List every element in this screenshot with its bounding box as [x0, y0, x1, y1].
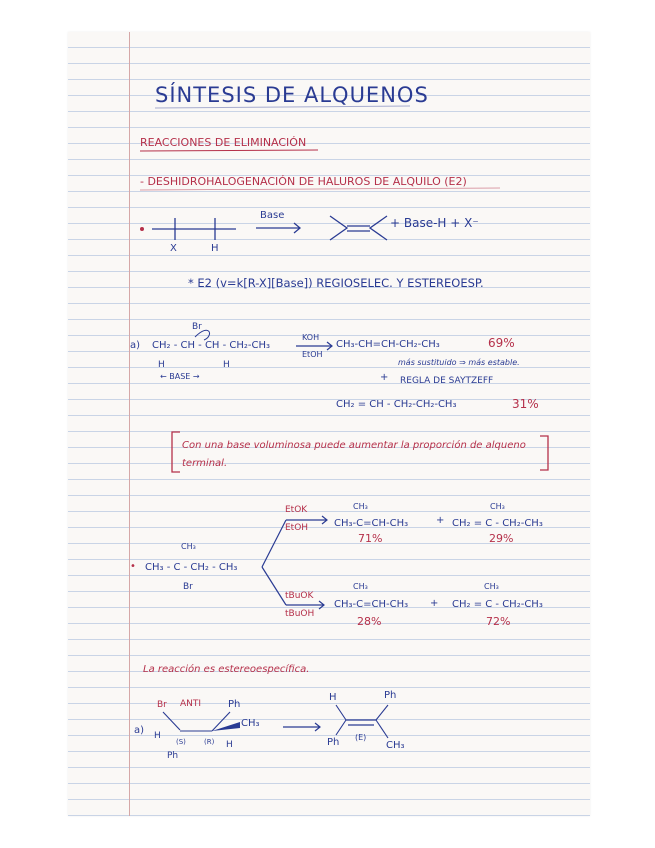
product-e-label: (E) — [355, 733, 367, 742]
x-label: X — [170, 243, 177, 254]
ch3-c2: CH₃ — [241, 718, 260, 729]
tbuok-label: tBuOK — [285, 591, 314, 601]
br-c1: Br — [157, 700, 167, 710]
yield-minor: 31% — [512, 397, 539, 411]
page-title: SÍNTESIS DE ALQUENOS — [155, 83, 429, 107]
lower-p2-sub: CH₃ — [484, 582, 499, 591]
reactant-2: CH₃ - C - CH₂ - CH₃ — [145, 562, 238, 573]
product-ph-top: Ph — [384, 690, 397, 701]
upper-p2-yield: 29% — [489, 532, 514, 545]
upper-p1-yield: 71% — [358, 532, 383, 545]
c1-br-bond — [163, 712, 180, 730]
br-label: Br — [192, 322, 202, 332]
yield-major: 69% — [488, 336, 515, 350]
lower-p1: CH₃-C=CH-CH₃ — [334, 599, 409, 610]
etoh2-label: EtOH — [285, 523, 309, 533]
reactant-1: CH₂ - CH - CH - CH₂-CH₃ — [152, 340, 271, 351]
ph-top: Ph — [228, 699, 241, 710]
product-ph-bottom: Ph — [327, 737, 340, 748]
alkene-left — [330, 216, 347, 240]
subsection-underline — [140, 188, 500, 190]
h-left: H — [158, 360, 165, 370]
stereospecific-note: La reacción es estereoespecífica. — [143, 664, 310, 675]
koh-label: KOH — [302, 333, 320, 342]
ph-bottom: Ph — [167, 751, 179, 761]
upper-p1-sub: CH₃ — [353, 502, 368, 511]
lower-plus: + — [430, 598, 439, 609]
lower-p1-sub: CH₃ — [353, 582, 368, 591]
example3-bullet: a) — [134, 725, 145, 736]
ch3-top: CH₃ — [181, 542, 196, 551]
br-bottom: Br — [183, 582, 193, 592]
bullet-dot — [140, 227, 144, 231]
lower-p2: CH₂ = C - CH₂-CH₃ — [452, 599, 543, 610]
e2-note: * E2 (v=k[R-X][Base]) REGIOSELEC. Y ESTEREOESP. — [188, 276, 484, 290]
product-h: H — [329, 692, 337, 703]
upper-plus: + — [436, 515, 445, 526]
lower-p1-yield: 28% — [357, 615, 382, 628]
bracket-right — [540, 436, 548, 470]
branch-up — [262, 520, 286, 567]
bracket-left — [172, 432, 180, 472]
subsection-heading: - DESHIDROHALOGENACIÓN DE HALUROS DE ALQUILO (E2) — [140, 175, 467, 188]
etoh-label: EtOH — [302, 350, 323, 359]
rs-label: (S) — [176, 738, 186, 746]
bulky-base-note: Con una base voluminosa puede aumentar la proporción de alqueno terminal. — [182, 440, 526, 469]
product-minor: CH₂ = CH - CH₂-CH₂-CH₃ — [336, 399, 457, 410]
anti-label: ANTI — [180, 699, 202, 709]
section-heading: REACCIONES DE ELIMINACIÓN — [140, 136, 307, 149]
upper-p2: CH₂ = C - CH₂-CH₃ — [452, 518, 543, 529]
rr-label: (R) — [204, 738, 215, 746]
alkene-right — [370, 216, 387, 240]
h-right: H — [223, 360, 230, 370]
etok-label: EtOK — [285, 505, 308, 515]
lower-p2-yield: 72% — [486, 615, 511, 628]
h-c2: H — [226, 740, 233, 750]
byproducts: + Base-H + X⁻ — [390, 216, 479, 230]
saytzeff-rule: REGLA DE SAYTZEFF — [400, 376, 494, 386]
plus-sign: + — [380, 372, 389, 383]
stability-note: más sustituido ⇒ más estable. — [398, 358, 520, 367]
example2-bullet: • — [130, 561, 136, 572]
base-arrow-label: ← BASE → — [160, 372, 200, 381]
tbuoh-label: tBuOH — [285, 609, 315, 619]
product-major: CH₃-CH=CH-CH₂-CH₃ — [336, 339, 440, 350]
upper-p1: CH₃-C=CH-CH₃ — [334, 518, 409, 529]
upper-p2-sub: CH₃ — [490, 502, 505, 511]
example1-bullet: a) — [130, 340, 141, 351]
h-label: H — [211, 243, 219, 254]
branch-down — [262, 567, 286, 605]
product-ch3: CH₃ — [386, 740, 405, 751]
section-underline — [140, 150, 318, 151]
h-c1: H — [154, 731, 161, 741]
base-label: Base — [260, 210, 285, 221]
